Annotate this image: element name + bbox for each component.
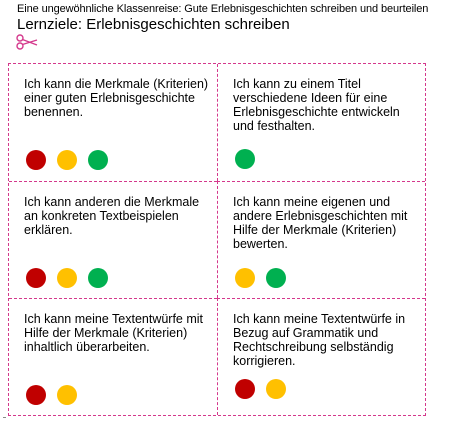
goal-card-2 [217, 64, 425, 181]
rating-dot-green[interactable] [88, 150, 108, 170]
rating-dot-green[interactable] [266, 268, 286, 288]
rating-dots [26, 268, 108, 288]
rating-dot-yellow[interactable] [57, 385, 77, 405]
rating-dot-yellow[interactable] [57, 268, 77, 288]
rating-dots [235, 149, 255, 169]
rating-dots [235, 268, 286, 288]
rating-dots [26, 150, 108, 170]
rating-dot-yellow[interactable] [266, 379, 286, 399]
goal-card-1 [9, 64, 217, 181]
rating-dot-red[interactable] [26, 385, 46, 405]
page-title: Lernziele: Erlebnisgeschichten schreiben [17, 16, 290, 33]
rating-dot-green[interactable] [235, 149, 255, 169]
goal-card-5 [9, 298, 217, 415]
rating-dot-red[interactable] [26, 268, 46, 288]
goal-text: Ich kann meine Textentwürfe mit Hilfe der Merkmale (Kriterien) inhaltlich überarbeiten. [24, 312, 204, 354]
scissors-icon [16, 34, 38, 50]
rating-dots [26, 385, 77, 405]
goal-text: Ich kann meine eigenen und andere Erlebnisgeschichten mit Hilfe der Merkmale (Kriterien) bewerten. [233, 195, 408, 251]
rating-dot-red[interactable] [26, 150, 46, 170]
rating-dot-green[interactable] [88, 268, 108, 288]
rating-dots [235, 379, 286, 399]
goal-text: Ich kann meine Textentwürfe in Bezug auf Grammatik und Rechtschreibung selbständig korrigieren. [233, 312, 406, 368]
goal-card-4 [217, 181, 425, 298]
rating-dot-yellow[interactable] [57, 150, 77, 170]
corner-mark [3, 417, 6, 421]
goal-text: Ich kann zu einem Titel verschiedene Ideen für eine Erlebnisgeschichte entwickeln und festhalten. [233, 77, 400, 133]
document-subtitle: Eine ungewöhnliche Klassenreise: Gute Erlebnisgeschichten schreiben und beurteilen [17, 3, 429, 15]
rating-dot-yellow[interactable] [235, 268, 255, 288]
goal-card-6 [217, 298, 425, 415]
goal-text: Ich kann die Merkmale (Kriterien) einer guten Erlebnisgeschichte benennen. [24, 77, 209, 119]
rating-dot-red[interactable] [235, 379, 255, 399]
learning-goals-grid [8, 63, 426, 416]
goal-text: Ich kann anderen die Merkmale an konkreten Textbeispielen erklären. [24, 195, 200, 237]
goal-card-3 [9, 181, 217, 298]
